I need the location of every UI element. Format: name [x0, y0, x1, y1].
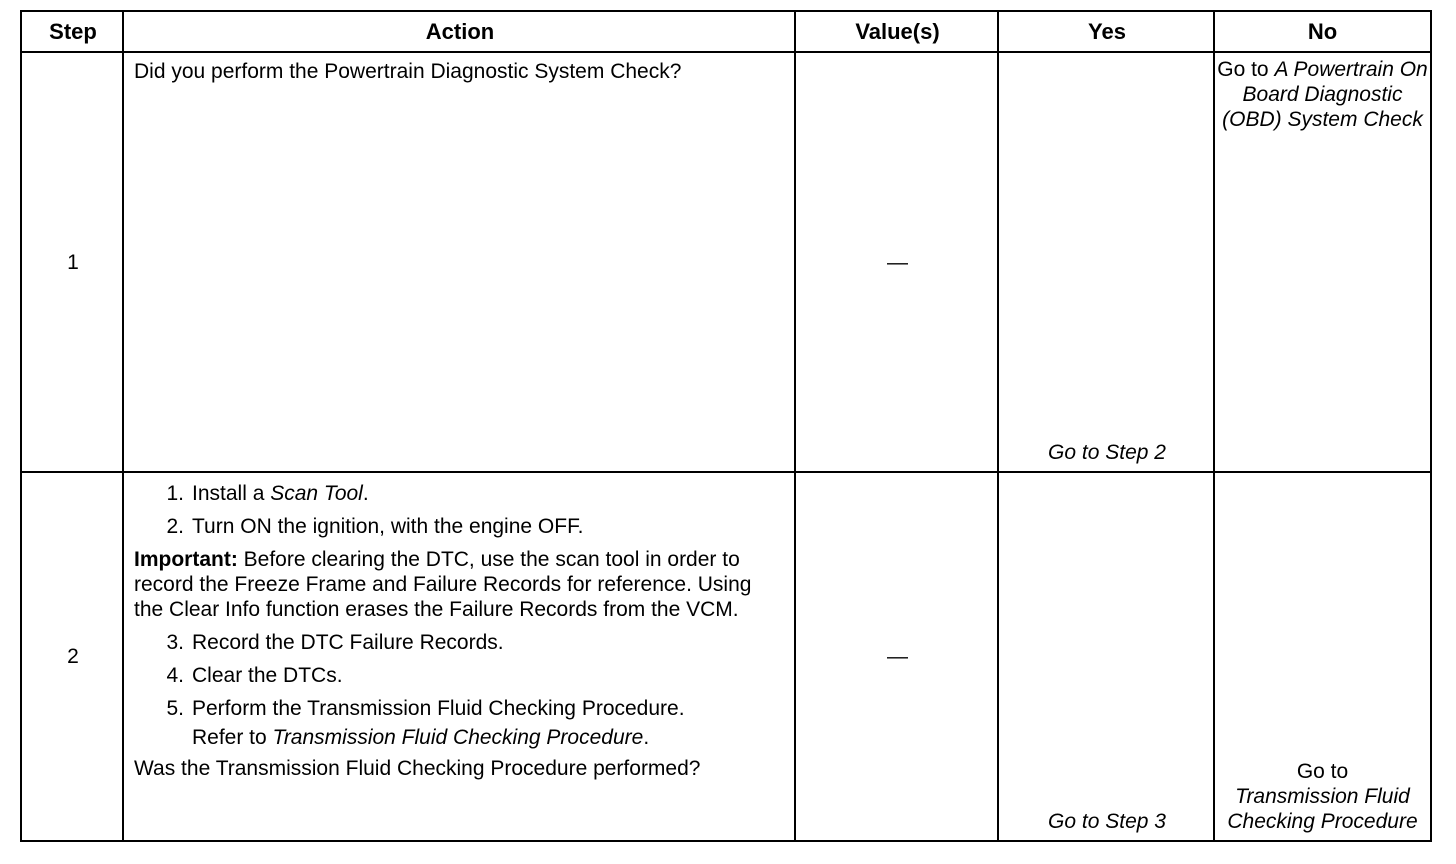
header-action: Action	[124, 12, 796, 53]
list-text: Clear the DTCs.	[192, 664, 343, 687]
list-number: 3.	[166, 631, 184, 654]
row1-yes-link[interactable]: Go to Step 2	[1048, 441, 1166, 464]
list-number: 4.	[166, 664, 184, 687]
row2-no	[1215, 473, 1430, 840]
row1-action: Did you perform the Powertrain Diagnostic System Check?	[134, 60, 682, 83]
row1-values: —	[887, 250, 908, 274]
list-number: 5.	[166, 697, 184, 720]
row2-no-prefix: Go to	[1296, 760, 1349, 783]
list-item	[134, 481, 786, 506]
header-no: No	[1215, 12, 1430, 53]
row2-values: —	[887, 645, 908, 668]
important-label: Important:	[134, 548, 238, 571]
row1-step: 1	[67, 250, 79, 274]
row2-no-link[interactable]: Transmission Fluid Checking Procedure	[1227, 785, 1418, 833]
fluid-procedure-link[interactable]: Transmission Fluid Checking Procedure	[272, 726, 644, 749]
list-text: Turn ON the ignition, with the engine OFF.	[192, 515, 584, 538]
header-step: Step	[22, 12, 124, 53]
diagnostic-table	[20, 10, 1432, 842]
list-item	[134, 696, 786, 721]
list-item	[134, 630, 786, 655]
row2-action	[124, 473, 796, 840]
row2-no-text	[1215, 759, 1430, 834]
list-text: Perform the Transmission Fluid Checking Procedure.	[192, 697, 685, 720]
row1-no-link[interactable]: A Powertrain On Board Diagnostic (OBD) System Check	[1222, 58, 1428, 131]
list-number: 1.	[166, 482, 184, 505]
row2-question: Was the Transmission Fluid Checking Procedure performed?	[134, 757, 701, 780]
list-item	[134, 663, 786, 688]
scan-tool-link[interactable]: Scan Tool	[270, 482, 363, 505]
header-values: Value(s)	[796, 12, 999, 53]
row2-step: 2	[67, 645, 79, 668]
row1-no-text	[1215, 57, 1430, 132]
list-number: 2.	[166, 515, 184, 538]
row2-yes-link[interactable]: Go to Step 3	[1048, 810, 1166, 833]
list-item	[134, 514, 786, 539]
list-text: Install a Scan Tool.	[192, 482, 369, 505]
row1-no-prefix: Go to	[1217, 58, 1275, 81]
list-text: Record the DTC Failure Records.	[192, 631, 504, 654]
important-note	[134, 547, 786, 622]
important-text: Before clearing the DTC, use the scan tool in order to record the Freeze Frame and Failure Records for reference. Using the Clear Info function erases the Failure Records from the VCM.	[134, 548, 752, 621]
row1-no	[1215, 53, 1430, 471]
header-yes: Yes	[999, 12, 1215, 53]
refer-note: Refer to Transmission Fluid Checking Procedure.	[192, 726, 650, 749]
